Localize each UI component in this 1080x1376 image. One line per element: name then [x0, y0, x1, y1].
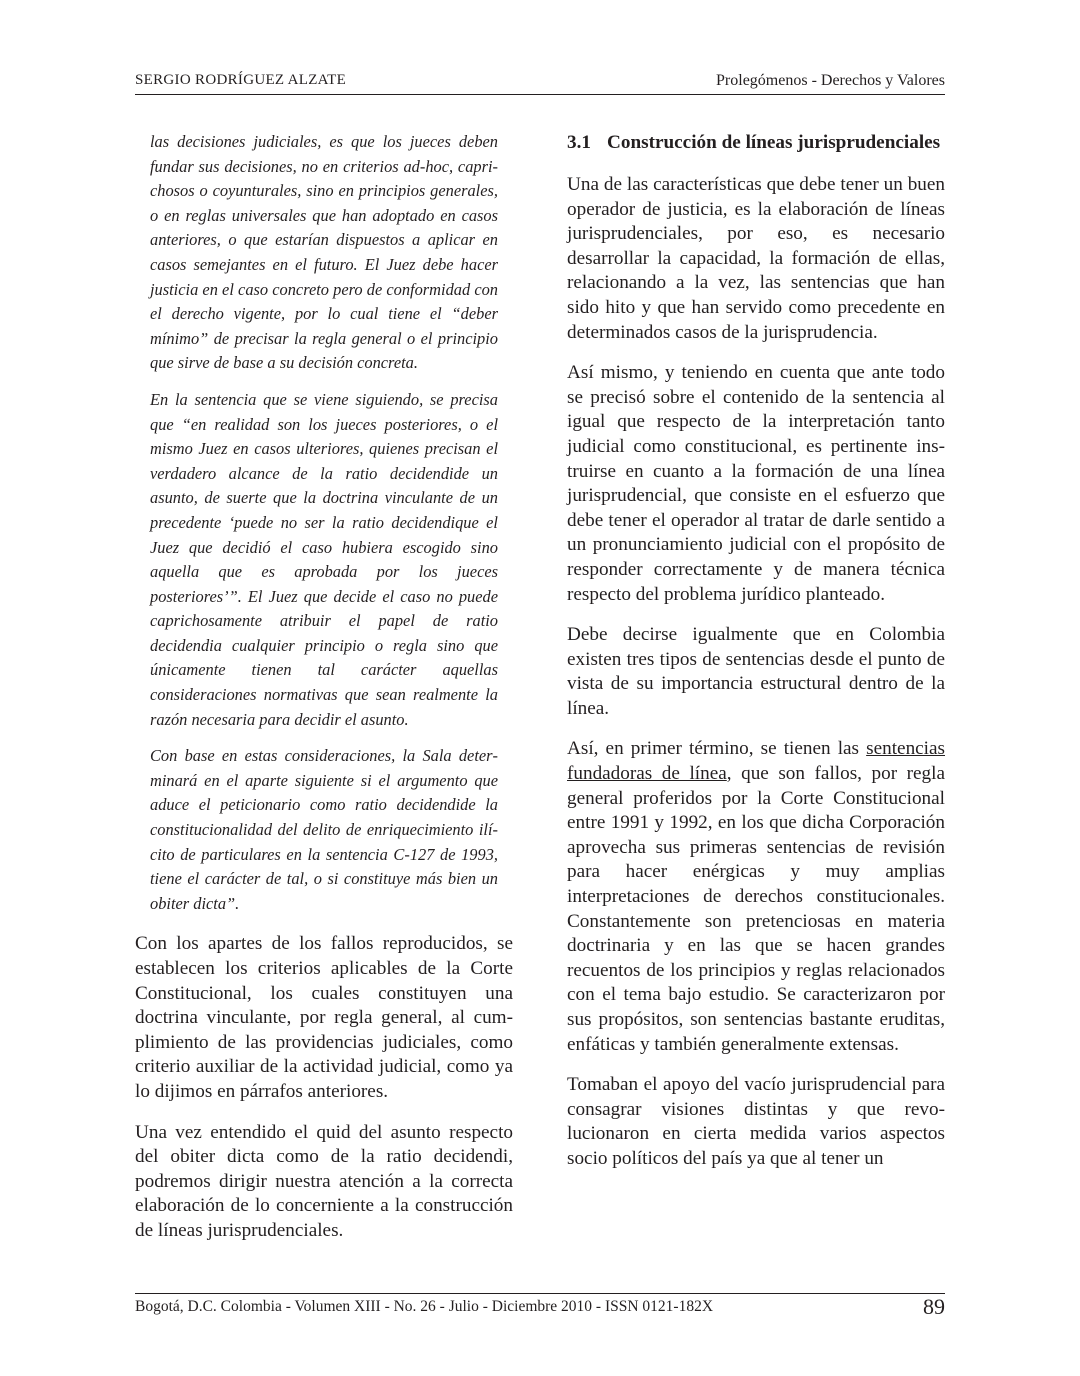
block-quote-3: Con base en estas consideraciones, la Sala determinará en el aparte siguiente si el argumento que aduce el peticionario como ratio decidendide la constitucionalidad del delito de enriquecimiento ilícito de particulares en la sentencia C-127 de 1993, tiene el carácter de tal, o si constituye más bien un obiter dicta”.	[150, 746, 498, 913]
header-author: SERGIO RODRÍGUEZ ALZATE	[135, 72, 347, 88]
body-paragraph: Tomaban el apoyo del vacío jurisprudencial para consagrar visiones distintas y que revolucionaron en cierta medida varios aspectos socio políticos del país ya que al tener un	[567, 1074, 945, 1169]
block-quote-1: las decisiones judiciales, es que los jueces deben fundar sus decisiones, no en criterios ad-hoc, caprichosos o coyunturales, sino en principios generales, o en reglas universales que han adoptado en casos anteriores, o que estarían dispuestos a aplicar en casos semejantes en el futuro. El Juez debe hacer justicia en el caso concreto pero de conformidad con el derecho vigente, por lo cual tiene el “deber mínimo” de precisar la regla general o el principio que sirve de base a su decisión concreta.	[150, 132, 498, 373]
body-paragraph	[567, 737, 945, 1057]
paragraph-lead-text: Así, en primer término, se tienen las	[567, 738, 867, 760]
body-paragraph: Así mismo, y teniendo en cuenta que ante todo se precisó sobre el contenido de la sentencia al igual que respecto de la interpretación tanto judicial como constitucional, es pertinente instruirse en cuanto a la formación de una línea jurisprudencial, que consiste en el esfuerzo que debe tener el operador al tratar de darle sentido a un pronunciamiento judicial con el propósito de responder correctamente y de manera técnica respecto del problema jurídico planteado.	[567, 362, 945, 605]
left-column	[135, 130, 513, 1260]
running-footer	[135, 1293, 945, 1324]
section-title: Construcción de líneas jurisprudenciales	[607, 132, 941, 153]
body-paragraph: Una vez entendido el quid del asunto respecto del obiter dicta como de la ratio decidendi, podremos dirigir nuestra atención a la correcta elaboración de lo concerniente a la construcción de líneas jurisprudenciales.	[135, 1121, 513, 1241]
body-paragraph: Debe decirse igualmente que en Colombia existen tres tipos de sentencias desde el punto de vista de su importancia estructural dentro de la línea.	[567, 624, 945, 719]
paragraph-rest-text: , que son fallos, por regla general proferidos por la Corte Constitucional entre 1991 y 1992, en los que dicha Corporación aprovecha sus primeras sentencias de revisión para hacer enérgicas y muy amplias interpretaciones de derechos constitucionales. Constantemente son pretenciosas en materia doctrinaria y en las que se hacen grandes recuentos de los principios y reglas relacionados con el tema bajo estudio. Se caracterizaron por sus propósitos, son sentencias bastante eruditas, enfáticas y también generalmente extensas.	[567, 763, 945, 1055]
page-number: 89	[923, 1294, 945, 1319]
section-number: 3.1	[567, 132, 591, 153]
underlined-term: sentencias fundadoras de línea	[567, 738, 945, 785]
right-column	[567, 130, 945, 1188]
body-paragraph: Con los apartes de los fallos reproducidos, se establecen los criterios aplicables de la Corte Constitucional, los cuales constituyen una doctrina vinculante, por regla general, al cumplimiento de las providencias judiciales, como criterio auxiliar de la actividad judicial, como ya lo dijimos en párrafos anteriores.	[135, 933, 513, 1102]
section-heading	[567, 130, 945, 155]
body-paragraph: Una de las características que debe tener un buen operador de justicia, es la elaboración de líneas jurisprudenciales, por eso, es necesario desarrollar la capacidad, la formación de ellas, relacionando a la vez, las sentencias que han sido hito y que han servido como precedente en determinados casos de la jurisprudencia.	[567, 174, 945, 343]
block-quote-2: En la sentencia que se viene siguiendo, se precisa que “en realidad son los jueces posteriores, o el mismo Juez en casos ulteriores, quienes precisan el verdadero alcance de la ratio decidendide un asunto, de suerte que la doctrina vinculante de un precedente ‘puede no ser la ratio decidendique el Juez que decidió el caso hubiera escogido sino aquella que es aprobada por los jueces posteriores’”. El Juez que decide el caso no puede caprichosamente atribuir el papel de ratio decidendia cualquier principio o regla sino que únicamente tienen tal carácter aquellas consideraciones normativas que sean realmente la razón necesaria para decidir el asunto.	[150, 389, 498, 729]
header-section-title: Prolegómenos - Derechos y Valores	[716, 72, 945, 89]
footer-journal-info: Bogotá, D.C. Colombia - Volumen XIII - No. 26 - Julio - Diciembre 2010 - ISSN 0121-182X	[135, 1298, 714, 1315]
running-header	[135, 70, 945, 95]
